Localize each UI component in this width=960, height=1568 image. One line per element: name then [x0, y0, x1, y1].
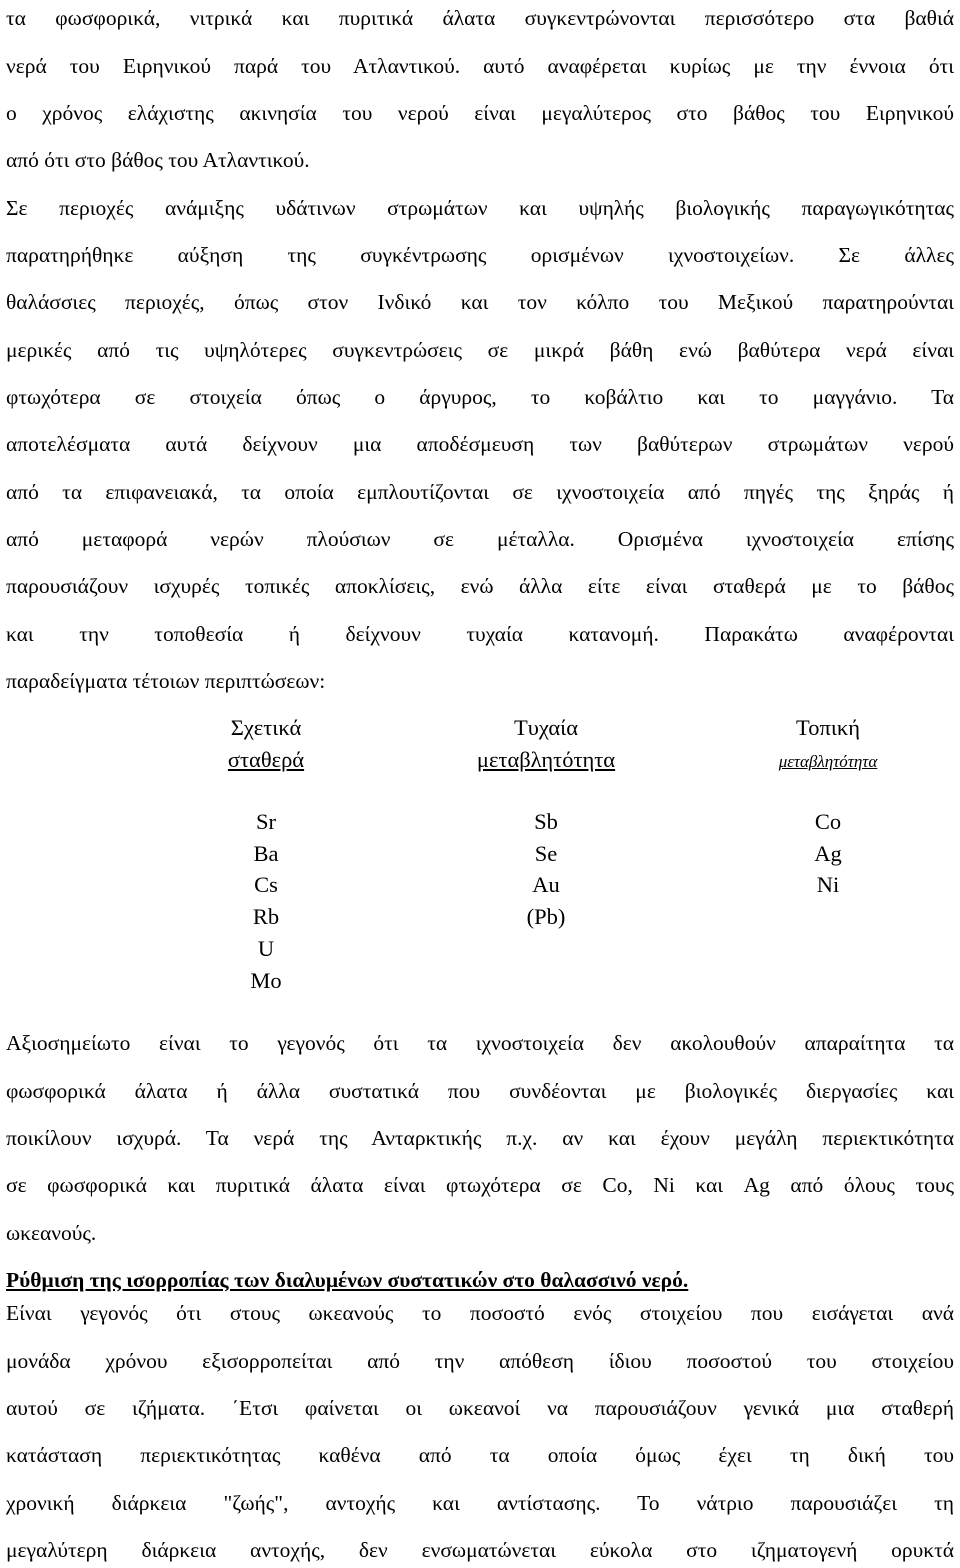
paragraph-line: Σε περιοχές ανάμιξης υδάτινων στρωμάτων και υψηλής βιολογικής παραγωγικότητας — [6, 196, 954, 220]
element-symbol: Cs — [254, 872, 278, 898]
column-random-variability — [446, 712, 646, 775]
paragraph-line: αποτελέσματα αυτά δείχνουν μια αποδέσμευση των βαθύτερων στρωμάτων νερού — [6, 432, 954, 456]
column-random-variability-elements — [446, 806, 646, 933]
paragraph-line: ποικίλουν ισχυρά. Τα νερά της Ανταρκτικής π.χ. αν και έχουν μεγάλη περιεκτικότητα — [6, 1126, 954, 1150]
column-header-line-1: Τυχαία — [513, 715, 578, 740]
paragraph-line: ο χρόνος ελάχιστης ακινησία του νερού είναι μεγαλύτερος στο βάθος του Ειρηνικού — [6, 101, 954, 125]
element-symbol: Co — [814, 809, 842, 834]
column-header-line-1: Τοπική — [796, 715, 860, 740]
column-header-line-2: σταθερά — [227, 746, 305, 772]
paragraph-line: μονάδα χρόνου εξισορροπείται από την απόθεση ίδιου ποσοστού του στοιχείου — [6, 1349, 954, 1373]
paragraph-line: χρονική διάρκεια "ζωής", αντοχής και αντίστασης. Το νάτριο παρουσιάζει τη — [6, 1491, 954, 1515]
column-relatively-constant-elements — [196, 806, 336, 996]
paragraph-line: τα φωσφορικά, νιτρικά και πυριτικά άλατα συγκεντρώνονται περισσότερο στα βαθιά — [6, 6, 954, 30]
element-symbol: Ni — [816, 872, 840, 898]
column-local-variability-elements — [748, 806, 908, 901]
element-symbol: U — [257, 935, 275, 961]
paragraph-line: κατάσταση περιεκτικότητας καθένα από τα οποία όμως έχει τη δική του — [6, 1443, 954, 1467]
element-symbol: Au — [532, 872, 560, 898]
column-header-line-2: μεταβλητότητα — [778, 751, 878, 771]
paragraph-line: ωκεανούς. — [6, 1221, 97, 1245]
paragraph-line: από τα επιφανειακά, τα οποία εμπλουτίζονται σε ιχνοστοιχεία από πηγές της ξηράς ή — [6, 480, 954, 504]
paragraph-line: μερικές από τις υψηλότερες συγκεντρώσεις σε μικρά βάθη ενώ βαθύτερα νερά είναι — [6, 338, 954, 362]
element-symbol: Ag — [814, 840, 842, 866]
paragraph-line: σε φωσφορικά και πυριτικά άλατα είναι φτωχότερα σε Co, Ni και Ag από όλους τους — [6, 1173, 954, 1197]
paragraph-line: φωσφορικά άλατα ή άλλα συστατικά που συνδέονται με βιολογικές διεργασίες και — [6, 1079, 954, 1103]
paragraph-line: θαλάσσιες περιοχές, όπως στον Ινδικό και τον κόλπο του Μεξικού παρατηρούνται — [6, 290, 954, 314]
element-symbol: Rb — [252, 904, 280, 930]
column-local-variability — [748, 712, 908, 777]
paragraph-line: παραδείγματα τέτοιων περιπτώσεων: — [6, 669, 326, 693]
element-symbol: (Pb) — [526, 904, 566, 930]
paragraph-line: Είναι γεγονός ότι στους ωκεανούς το ποσοστό ενός στοιχείου που εισάγεται ανά — [6, 1301, 954, 1325]
paragraph-line: παρατηρήθηκε αύξηση της συγκέντρωσης ορισμένων ιχνοστοιχείων. Σε άλλες — [6, 243, 954, 267]
paragraph-line: μεγαλύτερη διάρκεια αντοχής, δεν ενσωματώνεται εύκολα στο ιζηματογενή ορυκτά — [6, 1538, 954, 1562]
paragraph-line: και την τοποθεσία ή δείχνουν τυχαία κατανομή. Παρακάτω αναφέρονται — [6, 622, 954, 646]
paragraph-line: από ότι στο βάθος του Ατλαντικού. — [6, 148, 310, 172]
element-symbol: Ba — [253, 840, 279, 866]
element-symbol: Sb — [534, 809, 558, 834]
paragraph-line: φτωχότερα σε στοιχεία όπως ο άργυρος, το κοβάλτιο και το μαγγάνιο. Τα — [6, 385, 954, 409]
column-header-line-2: μεταβλητότητα — [476, 746, 616, 772]
element-symbol: Se — [534, 840, 558, 866]
element-symbol: Sr — [255, 809, 276, 834]
element-symbol: Mo — [250, 967, 282, 993]
paragraph-line: αυτού σε ιζήματα. ΄Ετσι φαίνεται οι ωκεανοί να παρουσιάζουν γενικά μια σταθερή — [6, 1396, 954, 1420]
column-header-line-1: Σχετικά — [230, 715, 302, 740]
paragraph-line: Αξιοσημείωτο είναι το γεγονός ότι τα ιχνοστοιχεία δεν ακολουθούν απαραίτητα τα — [6, 1031, 954, 1055]
paragraph-line: από μεταφορά νερών πλούσιων σε μέταλλα. Ορισμένα ιχνοστοιχεία επίσης — [6, 527, 954, 551]
paragraph-line: παρουσιάζουν ισχυρές τοπικές αποκλίσεις, ενώ άλλα είτε είναι σταθερά με το βάθος — [6, 574, 954, 598]
paragraph-line: νερά του Ειρηνικού παρά του Ατλαντικού. αυτό αναφέρεται κυρίως με την έννοια ότι — [6, 54, 954, 78]
section-heading: Ρύθμιση της ισορροπίας των διαλυμένων συστατικών στο θαλασσινό νερό. — [6, 1268, 689, 1292]
column-relatively-constant — [196, 712, 336, 775]
